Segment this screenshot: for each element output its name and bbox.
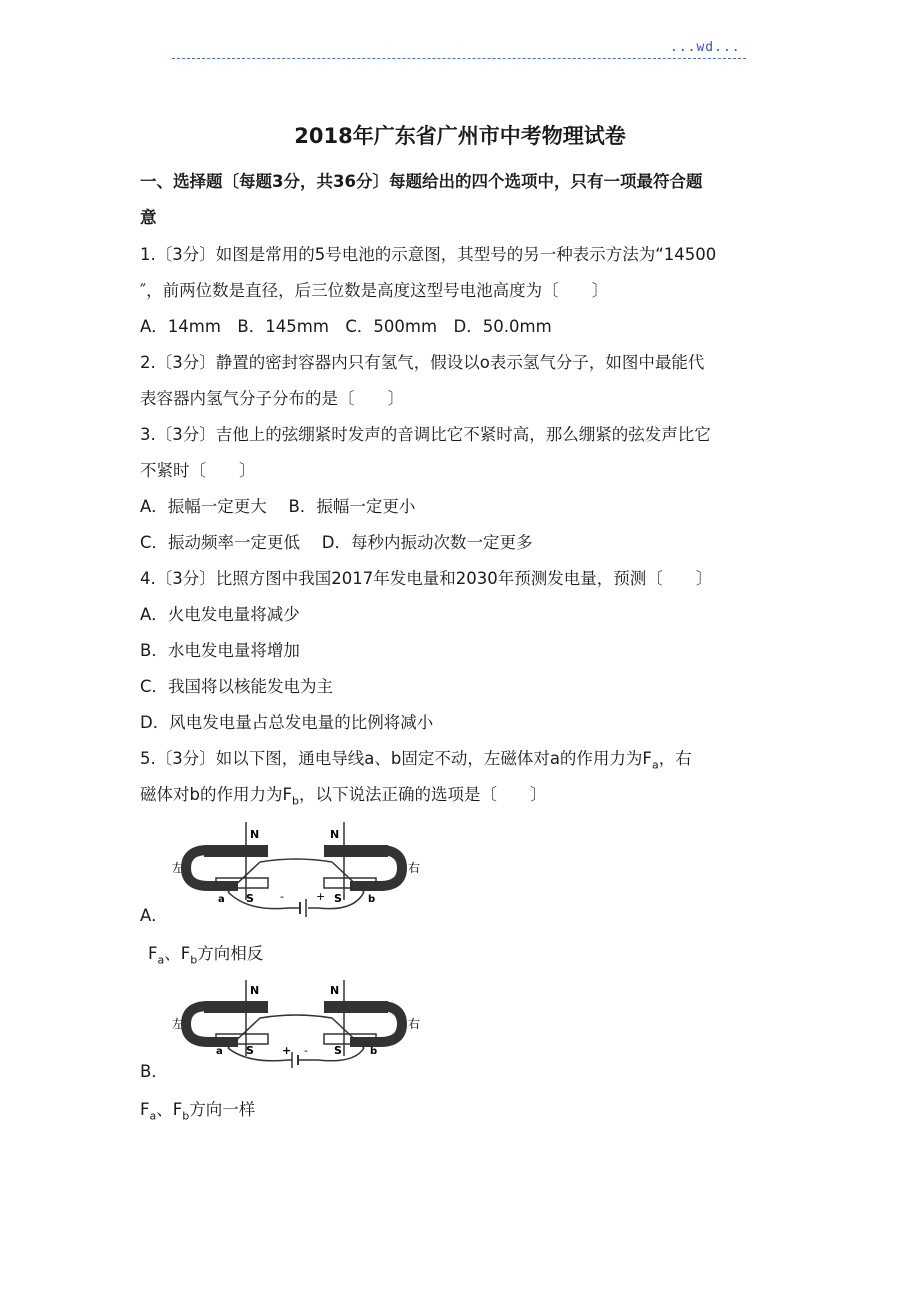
svg-text:a: a [216, 1046, 223, 1057]
svg-text:右: 右 [408, 1017, 421, 1031]
svg-text:-: - [304, 1044, 308, 1057]
q2-stem-cont: 表容器内氢气分子分布的是〔 〕 [140, 389, 404, 408]
fig-a-left-pole-n [204, 845, 268, 857]
svg-text:+: + [316, 890, 326, 903]
header-watermark: ...wd... [670, 40, 741, 55]
svg-text:b: b [368, 894, 376, 905]
svg-text:S: S [334, 892, 342, 905]
q3-options-cd: C．振动频率一定更低 D．每秒内振动次数一定更多 [140, 533, 533, 552]
fig-a-left-label: 左 [172, 861, 185, 875]
q2-stem: 2.〔3分〕静置的密封容器内只有氢气，假设以o表示氢气分子，如图中最能代 [140, 353, 705, 372]
svg-text:a: a [218, 894, 225, 905]
svg-text:N: N [330, 984, 340, 997]
q3-stem: 3.〔3分〕吉他上的弦绷紧时发声的音调比它不紧时高，那么绷紧的弦发声比它 [140, 425, 711, 444]
svg-text:左: 左 [172, 1017, 185, 1031]
svg-text:-: - [280, 890, 284, 903]
svg-text:S: S [334, 1044, 342, 1057]
q5-option-b-letter: B． [140, 1062, 168, 1081]
fig-a-right-pole-n [324, 845, 388, 857]
q4-option-b: B．水电发电量将增加 [140, 641, 300, 660]
section-heading: 一、选择题〔每题3分，共36分〕每题给出的四个选项中，只有一项最符合题 [140, 172, 703, 191]
q4-stem: 4.〔3分〕比照方图中我国2017年发电量和2030年预测发电量，预测〔 〕 [140, 569, 713, 588]
q5-stem: 5.〔3分〕如以下图，通电导线a、b固定不动，左磁体对a的作用力为$F_a$，右 [140, 749, 692, 772]
q1-stem-cont: ″，前两位数是直径，后三位数是高度这型号电池高度为〔 〕 [140, 281, 609, 300]
q5-option-a-letter: A． [140, 906, 168, 925]
q4-option-a: A．火电发电量将减少 [140, 605, 300, 624]
q5-option-a-text: $F_a$、$F_b$方向相反 [148, 944, 264, 967]
svg-text:S: S [246, 1044, 254, 1057]
q5-figure-b [168, 978, 428, 1070]
header-dashed-rule [172, 58, 746, 59]
svg-text:N: N [250, 984, 260, 997]
svg-text:N: N [250, 828, 260, 841]
q4-option-d: D．风电发电量占总发电量的比例将减小 [140, 713, 434, 732]
q1-stem: 1.〔3分〕如图是常用的5号电池的示意图，其型号的另一种表示方法为“14500 [140, 245, 717, 264]
q5-stem-cont: 磁体对b的作用力为$F_b$，以下说法正确的选项是〔 〕 [140, 785, 547, 808]
page-title: 2018年广东省广州市中考物理试卷 [294, 124, 626, 148]
q4-option-c: C．我国将以核能发电为主 [140, 677, 334, 696]
svg-text:+: + [282, 1044, 292, 1057]
fig-a-right-label: 右 [408, 861, 421, 875]
q3-options-ab: A．振幅一定更大 B．振幅一定更小 [140, 497, 416, 516]
q3-stem-cont: 不紧时〔 〕 [140, 461, 256, 480]
svg-text:b: b [370, 1046, 378, 1057]
svg-text:S: S [246, 892, 254, 905]
q5-figure-a [168, 820, 428, 918]
svg-text:N: N [330, 828, 340, 841]
section-heading-cont: 意 [140, 208, 157, 227]
q5-option-b-text: $F_a$、$F_b$方向一样 [140, 1100, 256, 1123]
q1-options: A．14mm B．145mm C．500mm D．50.0mm [140, 317, 552, 336]
